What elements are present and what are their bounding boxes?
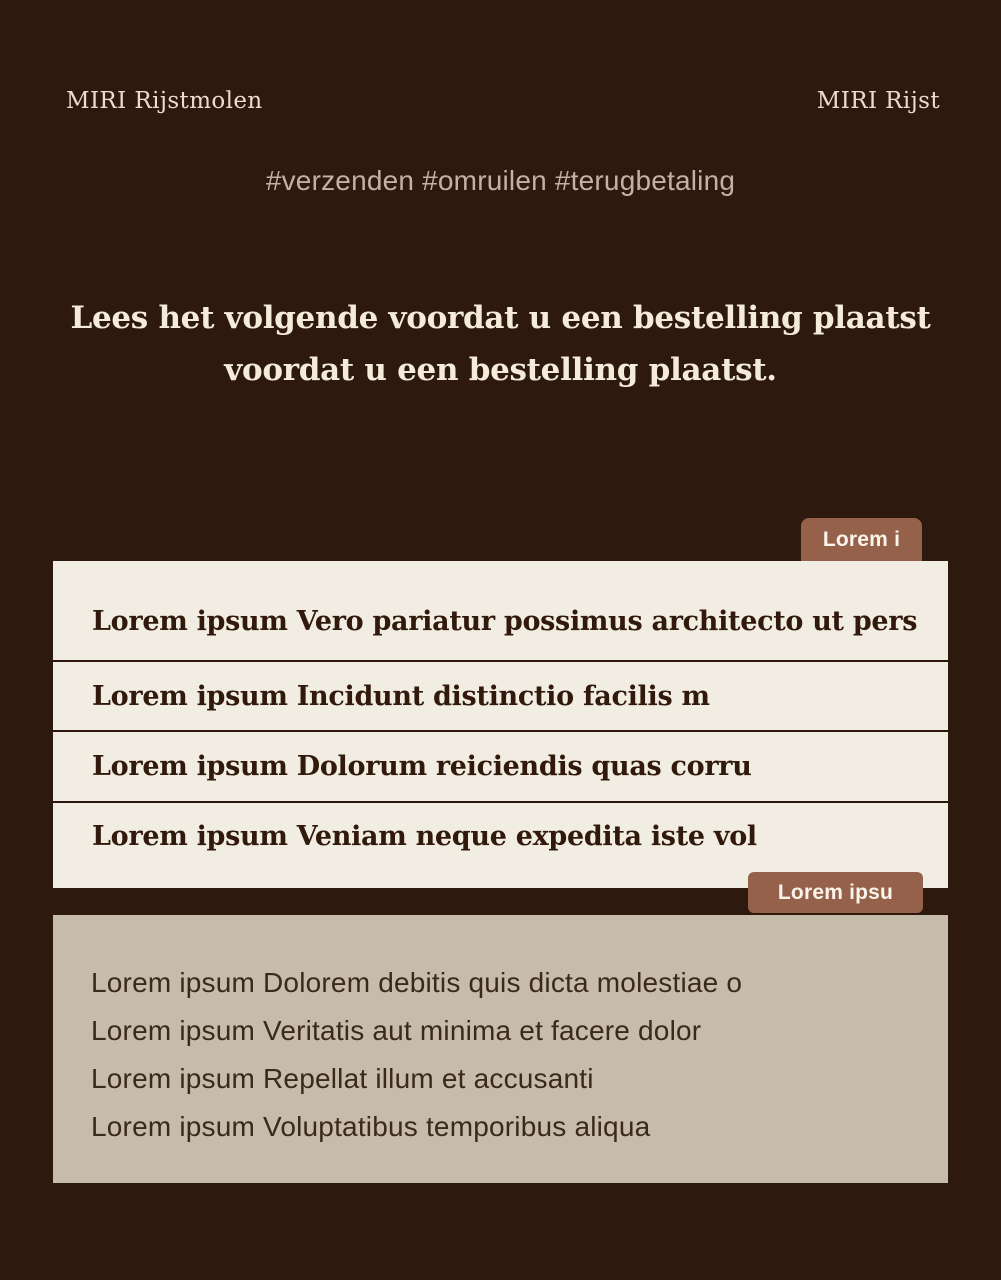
policy-list-panel xyxy=(53,561,948,888)
info-panel xyxy=(53,915,948,1183)
info-line: Lorem ipsum Repellat illum et accusanti xyxy=(91,1063,594,1094)
brand-right: MIRI Rijst xyxy=(816,88,940,114)
hashtag-line: #verzenden #omruilen #terugbetaling xyxy=(265,165,736,196)
page-title xyxy=(0,292,1001,396)
list-item[interactable]: Lorem ipsum Vero pariatur possimus architecto ut pers xyxy=(53,583,948,662)
lorem-badge-bottom[interactable]: Lorem ipsu xyxy=(748,872,923,913)
info-line: Lorem ipsum Veritatis aut minima et facere dolor xyxy=(91,1015,702,1046)
list-item[interactable]: Lorem ipsum Incidunt distinctio facilis m xyxy=(53,662,948,732)
list-item[interactable]: Lorem ipsum Dolorum reiciendis quas corru xyxy=(53,732,948,803)
list-item[interactable]: Lorem ipsum Veniam neque expedita iste vol xyxy=(92,821,757,852)
brand-left: MIRI Rijstmolen xyxy=(66,88,263,114)
page-title-line-1: Lees het volgende voordat u een bestelling plaatst xyxy=(70,300,931,336)
lorem-badge-top[interactable]: Lorem i xyxy=(801,518,922,568)
page-title-line-2: voordat u een bestelling plaatst. xyxy=(224,352,777,388)
info-line: Lorem ipsum Dolorem debitis quis dicta molestiae o xyxy=(91,967,743,998)
info-line: Lorem ipsum Voluptatibus temporibus aliqua xyxy=(91,1111,651,1142)
